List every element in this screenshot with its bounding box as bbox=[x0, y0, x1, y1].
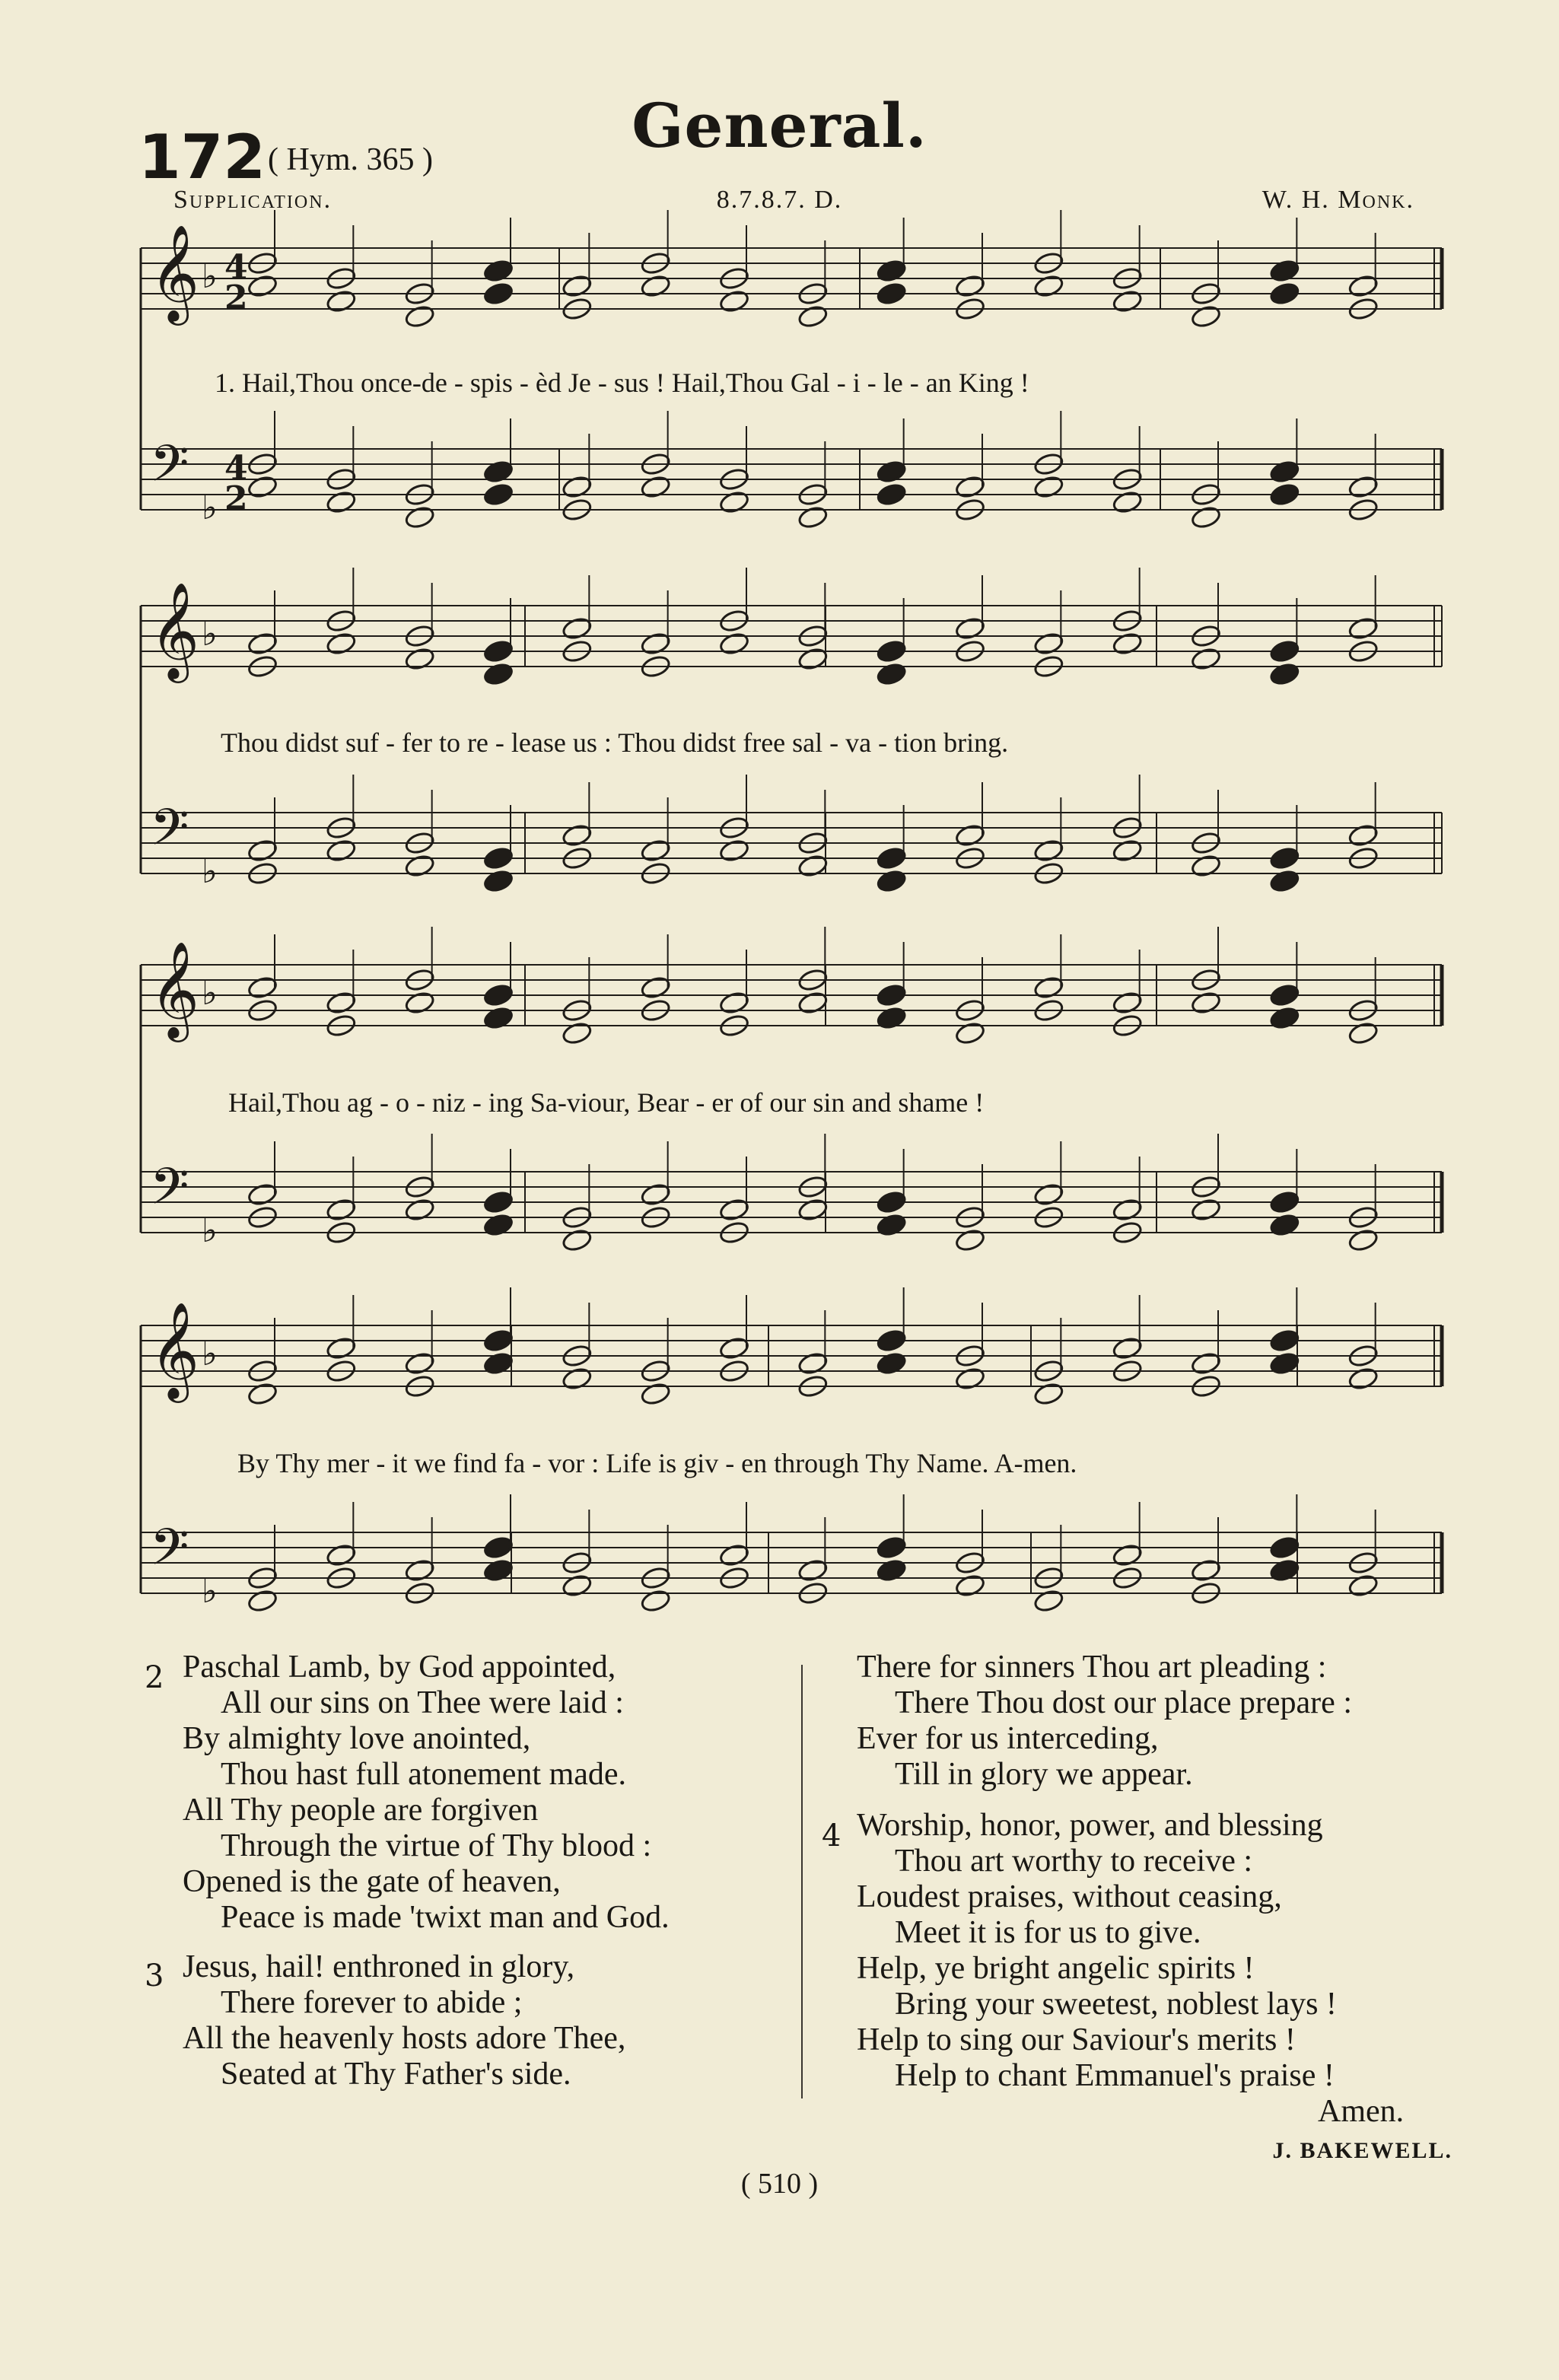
hymn-number: 172 bbox=[138, 122, 266, 192]
note-head bbox=[1269, 983, 1300, 1008]
note-head bbox=[1347, 616, 1379, 641]
author: J. BAKEWELL. bbox=[1272, 2138, 1452, 2163]
note-head bbox=[1033, 1182, 1064, 1208]
note-head bbox=[482, 482, 514, 508]
note-head bbox=[1269, 846, 1300, 871]
note-head bbox=[247, 1182, 278, 1208]
flat-icon: ♭ bbox=[202, 488, 218, 527]
verse-3 bbox=[183, 1949, 625, 2092]
note-head bbox=[1112, 490, 1143, 515]
verse-line: There forever to abide ; bbox=[221, 1985, 523, 2020]
note-head bbox=[482, 1190, 514, 1215]
note-head bbox=[1033, 632, 1064, 657]
note-head bbox=[404, 505, 435, 530]
note-head bbox=[1269, 1351, 1300, 1376]
note-head bbox=[797, 1198, 829, 1223]
note-head bbox=[640, 838, 671, 864]
note-head bbox=[876, 662, 907, 687]
verse-line: All the heavenly hosts adore Thee, bbox=[183, 2021, 626, 2056]
note-head bbox=[247, 838, 278, 864]
verse-line: Seated at Thy Father's side. bbox=[221, 2057, 571, 2092]
note-head bbox=[482, 1213, 514, 1238]
verse-4 bbox=[857, 1808, 1404, 2130]
note-head bbox=[797, 505, 829, 530]
note-head bbox=[640, 1182, 671, 1208]
bass-clef-icon: 𝄢 bbox=[150, 434, 189, 505]
note-head bbox=[247, 274, 278, 299]
note-head bbox=[562, 823, 593, 848]
note-head bbox=[1347, 274, 1379, 299]
note-head bbox=[1347, 1228, 1379, 1253]
note-head bbox=[1033, 838, 1064, 864]
verse-line: Paschal Lamb, by God appointed, bbox=[183, 1650, 616, 1685]
note-head bbox=[326, 1198, 357, 1223]
verse-line: Thou hast full atonement made. bbox=[221, 1757, 627, 1792]
verse-line: Help, ye bright angelic spirits ! bbox=[857, 1951, 1255, 1986]
note-head bbox=[718, 289, 749, 314]
note-head bbox=[1190, 1558, 1221, 1583]
note-head bbox=[1347, 1021, 1379, 1046]
note-head bbox=[482, 639, 514, 664]
verse-line: Ever for us interceding, bbox=[857, 1721, 1159, 1756]
note-head bbox=[1347, 823, 1379, 848]
note-head bbox=[954, 274, 985, 299]
note-head bbox=[954, 823, 985, 848]
note-head bbox=[247, 975, 278, 1001]
flat-icon: ♭ bbox=[202, 974, 218, 1013]
note-head bbox=[876, 1213, 907, 1238]
flat-icon: ♭ bbox=[202, 852, 218, 891]
flat-icon: ♭ bbox=[202, 257, 218, 296]
note-head bbox=[640, 475, 671, 500]
note-head bbox=[326, 289, 357, 314]
note-head bbox=[482, 282, 514, 307]
note-head bbox=[954, 1228, 985, 1253]
note-head bbox=[482, 259, 514, 284]
note-head bbox=[876, 983, 907, 1008]
note-head bbox=[954, 1573, 985, 1599]
treble-clef-icon: 𝄞 bbox=[150, 224, 200, 321]
verse-line: Bring your sweetest, noblest lays ! bbox=[895, 1987, 1337, 2022]
treble-clef-icon: 𝄞 bbox=[150, 1301, 200, 1398]
note-head bbox=[954, 616, 985, 641]
note-head bbox=[876, 1328, 907, 1354]
verse-line: Through the virtue of Thy blood : bbox=[221, 1828, 652, 1863]
note-head bbox=[1269, 1558, 1300, 1583]
note-head bbox=[326, 838, 357, 864]
note-head bbox=[797, 1558, 829, 1583]
note-head bbox=[1112, 1336, 1143, 1361]
note-head bbox=[1269, 662, 1300, 687]
note-head bbox=[797, 304, 829, 329]
lyric-line-2: Thou didst suf - fer to re - lease us : Thou didst free sal - va - tion bring. bbox=[221, 727, 1009, 758]
note-head bbox=[562, 616, 593, 641]
verse-line: Till in glory we appear. bbox=[895, 1757, 1193, 1792]
verse-line: Loudest praises, without ceasing, bbox=[857, 1879, 1282, 1914]
hymn-reference: ( Hym. 365 ) bbox=[268, 142, 433, 177]
note-head bbox=[1190, 304, 1221, 329]
note-head bbox=[1269, 869, 1300, 894]
note-head bbox=[718, 1543, 749, 1568]
note-head bbox=[404, 647, 435, 672]
meter: 8.7.8.7. D. bbox=[716, 186, 843, 214]
verse-number-2: 2 bbox=[145, 1660, 164, 1695]
note-head bbox=[562, 475, 593, 500]
note-head bbox=[1269, 1535, 1300, 1561]
note-head bbox=[954, 1021, 985, 1046]
note-head bbox=[1269, 259, 1300, 284]
note-head bbox=[1190, 1198, 1221, 1223]
note-head bbox=[562, 274, 593, 299]
note-head bbox=[482, 846, 514, 871]
lyric-line-4: By Thy mer - it we find fa - vor : Life is giv - en through Thy Name. A-men. bbox=[237, 1448, 1077, 1478]
verse-line: Peace is made 'twixt man and God. bbox=[221, 1900, 670, 1935]
verse-line: Help to chant Emmanuel's praise ! bbox=[895, 2058, 1335, 2093]
note-head bbox=[404, 304, 435, 329]
lyric-line-3: Hail,Thou ag - o - niz - ing Sa-viour, Bear - er of our sin and shame ! bbox=[228, 1087, 985, 1118]
note-head bbox=[876, 846, 907, 871]
lyric-line-1: 1. Hail,Thou once-de - spis - èd Je - sus ! Hail,Thou Gal - i - le - an King ! bbox=[215, 368, 1029, 398]
note-head bbox=[404, 991, 435, 1016]
treble-clef-icon: 𝄞 bbox=[150, 940, 200, 1038]
tune-name: Supplication. bbox=[173, 186, 332, 214]
verse-line: There for sinners Thou art pleading : bbox=[857, 1650, 1327, 1685]
verse-line: By almighty love anointed, bbox=[183, 1721, 531, 1756]
note-head bbox=[326, 1336, 357, 1361]
note-head bbox=[1269, 1006, 1300, 1031]
note-head bbox=[1112, 1543, 1143, 1568]
note-head bbox=[482, 1328, 514, 1354]
note-head bbox=[797, 854, 829, 879]
note-head bbox=[1190, 991, 1221, 1016]
verse-line: Thou art worthy to receive : bbox=[895, 1844, 1252, 1879]
bass-clef-icon: 𝄢 bbox=[150, 1518, 189, 1589]
time-signature: 2 bbox=[224, 278, 248, 317]
note-head bbox=[326, 991, 357, 1016]
note-head bbox=[1269, 1213, 1300, 1238]
section-title: General. bbox=[632, 90, 927, 161]
verse-line: Opened is the gate of heaven, bbox=[183, 1864, 561, 1899]
verse-2 bbox=[183, 1650, 670, 1936]
note-head bbox=[640, 632, 671, 657]
note-head bbox=[482, 1351, 514, 1376]
note-head bbox=[1190, 647, 1221, 672]
note-head bbox=[1269, 1328, 1300, 1354]
note-head bbox=[1112, 991, 1143, 1016]
note-head bbox=[1033, 975, 1064, 1001]
verse-line: Worship, honor, power, and blessing bbox=[857, 1808, 1323, 1843]
time-signature: 4 bbox=[224, 449, 248, 488]
note-head bbox=[954, 475, 985, 500]
note-head bbox=[797, 1351, 829, 1376]
note-head bbox=[326, 490, 357, 515]
note-head bbox=[640, 1382, 671, 1407]
note-head bbox=[718, 490, 749, 515]
note-head bbox=[1269, 482, 1300, 508]
note-head bbox=[718, 838, 749, 864]
note-head bbox=[1112, 632, 1143, 657]
treble-clef-icon: 𝄞 bbox=[150, 581, 200, 679]
note-head bbox=[1033, 274, 1064, 299]
note-head bbox=[482, 460, 514, 485]
note-head bbox=[247, 1589, 278, 1614]
verse-line: Help to sing our Saviour's merits ! bbox=[857, 2022, 1296, 2057]
note-head bbox=[482, 869, 514, 894]
verse-line: Meet it is for us to give. bbox=[895, 1915, 1201, 1950]
note-head bbox=[876, 482, 907, 508]
composer: W. H. Monk. bbox=[1262, 186, 1414, 214]
note-head bbox=[718, 1336, 749, 1361]
note-head bbox=[1112, 1198, 1143, 1223]
note-head bbox=[797, 991, 829, 1016]
note-head bbox=[718, 991, 749, 1016]
verse-line: Jesus, hail! enthroned in glory, bbox=[183, 1949, 575, 1984]
note-head bbox=[404, 1558, 435, 1583]
note-head bbox=[482, 1006, 514, 1031]
flat-icon: ♭ bbox=[202, 1211, 218, 1250]
flat-icon: ♭ bbox=[202, 1335, 218, 1373]
verse-line: All Thy people are forgiven bbox=[183, 1793, 539, 1828]
note-head bbox=[1112, 289, 1143, 314]
note-head bbox=[326, 1543, 357, 1568]
note-head bbox=[482, 662, 514, 687]
verse-line: All our sins on Thee were laid : bbox=[221, 1685, 624, 1720]
note-head bbox=[876, 639, 907, 664]
note-head bbox=[247, 475, 278, 500]
note-head bbox=[1033, 1589, 1064, 1614]
note-head bbox=[1190, 854, 1221, 879]
column-divider bbox=[801, 1665, 803, 2098]
note-head bbox=[562, 1021, 593, 1046]
note-head bbox=[876, 1535, 907, 1561]
note-head bbox=[404, 1351, 435, 1376]
note-head bbox=[876, 1006, 907, 1031]
note-head bbox=[1347, 1367, 1379, 1392]
note-head bbox=[876, 259, 907, 284]
note-head bbox=[1190, 1351, 1221, 1376]
note-head bbox=[876, 1558, 907, 1583]
note-head bbox=[1269, 282, 1300, 307]
note-head bbox=[876, 1190, 907, 1215]
bass-clef-icon: 𝄢 bbox=[150, 1157, 189, 1228]
note-head bbox=[562, 1367, 593, 1392]
note-head bbox=[876, 1351, 907, 1376]
note-head bbox=[1033, 1382, 1064, 1407]
note-head bbox=[640, 975, 671, 1001]
note-head bbox=[718, 632, 749, 657]
bass-clef-icon: 𝄢 bbox=[150, 798, 189, 869]
note-head bbox=[1269, 1190, 1300, 1215]
note-head bbox=[482, 1535, 514, 1561]
note-head bbox=[562, 1228, 593, 1253]
note-head bbox=[640, 274, 671, 299]
note-head bbox=[876, 282, 907, 307]
note-head bbox=[954, 1367, 985, 1392]
note-head bbox=[1269, 639, 1300, 664]
verse-number-3: 3 bbox=[145, 1958, 164, 1993]
verse-line: There Thou dost our place prepare : bbox=[895, 1685, 1352, 1720]
note-head bbox=[482, 983, 514, 1008]
note-head bbox=[718, 1198, 749, 1223]
note-head bbox=[1269, 460, 1300, 485]
page-number: ( 510 ) bbox=[740, 2168, 819, 2200]
verse-line-amen: Amen. bbox=[1318, 2094, 1405, 2129]
note-head bbox=[562, 1573, 593, 1599]
note-head bbox=[1190, 505, 1221, 530]
note-head bbox=[404, 854, 435, 879]
note-head bbox=[247, 632, 278, 657]
note-head bbox=[1112, 838, 1143, 864]
flat-icon: ♭ bbox=[202, 1572, 218, 1611]
flat-icon: ♭ bbox=[202, 615, 218, 654]
note-head bbox=[404, 1198, 435, 1223]
verse-3-continued bbox=[857, 1650, 1352, 1793]
note-head bbox=[876, 869, 907, 894]
time-signature: 4 bbox=[224, 248, 248, 287]
note-head bbox=[640, 1589, 671, 1614]
note-head bbox=[876, 460, 907, 485]
note-head bbox=[1033, 475, 1064, 500]
verse-number-4: 4 bbox=[822, 1818, 842, 1853]
note-head bbox=[247, 1382, 278, 1407]
note-head bbox=[1347, 475, 1379, 500]
note-head bbox=[1347, 1573, 1379, 1599]
note-head bbox=[326, 632, 357, 657]
note-head bbox=[797, 647, 829, 672]
note-head bbox=[482, 1558, 514, 1583]
time-signature: 2 bbox=[224, 479, 248, 518]
